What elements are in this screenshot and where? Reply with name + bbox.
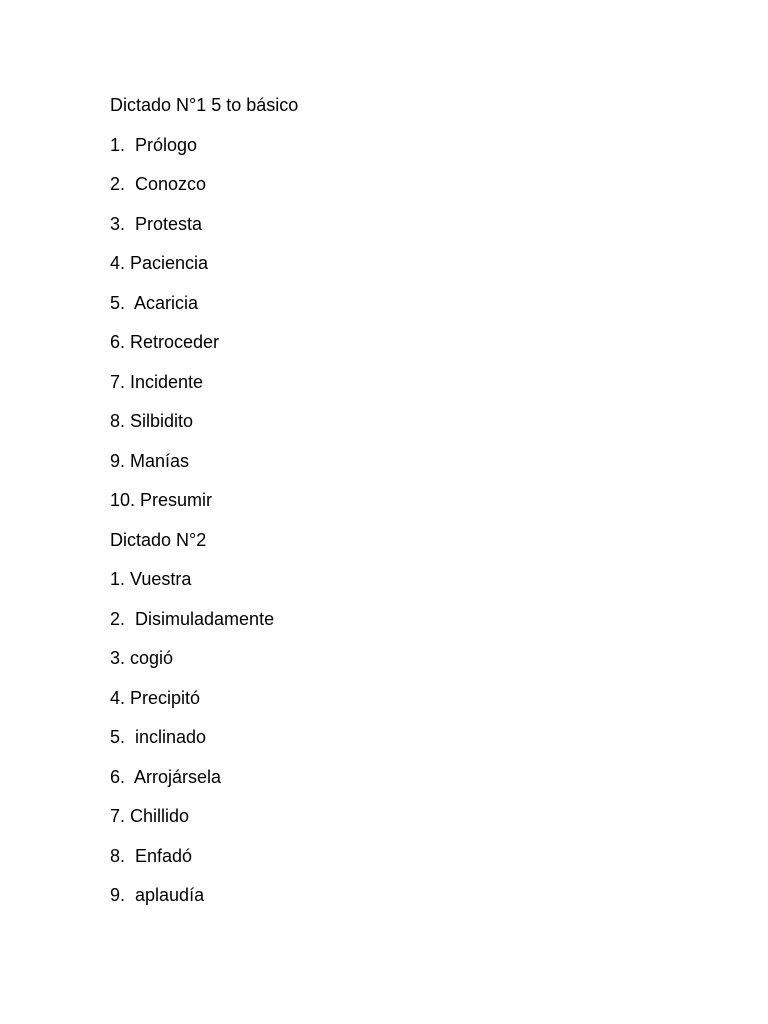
list-item: 4. Paciencia [110,253,209,273]
list-item: 2. Disimuladamente [110,608,275,629]
list-item: 5. inclinado [110,727,207,747]
list-item: 8. Enfadó [110,845,193,866]
list-item: 1. Prólogo [110,134,198,155]
list-item: 9. Manías [110,450,190,471]
heading-dictado-1: Dictado N°1 5 to básico [110,95,299,115]
list-item: 6. Arrojársela [110,766,222,787]
document-body [110,86,710,916]
list-item: 1. Vuestra [110,569,192,589]
list-item: 10. Presumir [110,490,213,510]
list-item: 7. Incidente [110,371,204,392]
list-item: 5. Acaricia [110,292,199,313]
list-item: 6. Retroceder [110,332,220,352]
list-item: 4. Precipitó [110,687,201,708]
list-item: 7. Chillido [110,806,190,826]
list-item: 3. Protesta [110,213,203,234]
list-item: 9. aplaudía [110,885,205,905]
list-item: 8. Silbidito [110,411,194,431]
heading-dictado-2: Dictado N°2 [110,529,207,550]
list-item: 3. cogió [110,648,174,668]
list-item: 2. Conozco [110,174,207,194]
